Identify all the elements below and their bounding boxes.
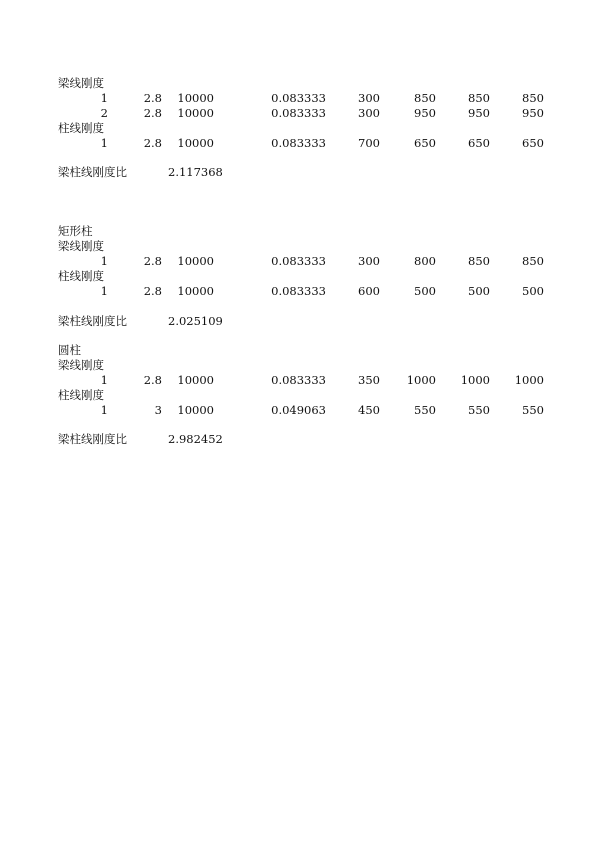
cell: 10000: [177, 106, 214, 120]
section-2-column-heading: [0, 269, 600, 284]
cell: 1000: [514, 373, 544, 387]
cell: 500: [414, 284, 436, 298]
cell: 3: [154, 403, 162, 417]
section-title: 圆柱: [58, 343, 81, 357]
cell: 500: [522, 284, 544, 298]
column-stiffness-label: 柱线刚度: [58, 121, 104, 135]
section-2-title: [0, 224, 600, 239]
stiffness-ratio-label: 梁柱线刚度比: [58, 314, 127, 328]
stiffness-ratio-value: 2.117368: [168, 165, 223, 179]
cell: 550: [522, 403, 544, 417]
cell: 650: [414, 136, 436, 150]
cell: 10000: [177, 91, 214, 105]
cell: 2: [100, 106, 108, 120]
stiffness-ratio-value: 2.025109: [168, 314, 223, 328]
cell: 600: [358, 284, 380, 298]
cell: 1: [100, 373, 108, 387]
stiffness-ratio-value: 2.982452: [168, 432, 223, 446]
cell: 2.8: [143, 254, 162, 268]
cell: 1: [100, 254, 108, 268]
section-1-column-heading: [0, 121, 600, 136]
section-1-beam-heading: [0, 76, 600, 91]
section-title: 矩形柱: [58, 224, 93, 238]
table-row: [0, 91, 600, 106]
cell: 0.083333: [271, 106, 326, 120]
cell: 1: [100, 91, 108, 105]
cell: 1: [100, 403, 108, 417]
cell: 10000: [177, 403, 214, 417]
cell: 950: [522, 106, 544, 120]
cell: 350: [358, 373, 380, 387]
table-row: [0, 403, 600, 418]
cell: 500: [468, 284, 490, 298]
section-3-column-heading: [0, 388, 600, 403]
cell: 10000: [177, 284, 214, 298]
cell: 650: [468, 136, 490, 150]
cell: 0.083333: [271, 91, 326, 105]
cell: 10000: [177, 254, 214, 268]
section-3-beam-heading: [0, 358, 600, 373]
cell: 0.083333: [271, 136, 326, 150]
cell: 850: [468, 91, 490, 105]
cell: 300: [358, 106, 380, 120]
beam-stiffness-label: 梁线刚度: [58, 358, 104, 372]
section-3-title: [0, 343, 600, 358]
cell: 2.8: [143, 284, 162, 298]
cell: 2.8: [143, 136, 162, 150]
cell: 1000: [406, 373, 436, 387]
beam-stiffness-label: 梁线刚度: [58, 76, 104, 90]
cell: 0.049063: [271, 403, 326, 417]
cell: 0.083333: [271, 284, 326, 298]
cell: 700: [358, 136, 380, 150]
cell: 550: [468, 403, 490, 417]
table-row: [0, 284, 600, 299]
cell: 0.083333: [271, 373, 326, 387]
column-stiffness-label: 柱线刚度: [58, 388, 104, 402]
cell: 450: [358, 403, 380, 417]
cell: 850: [468, 254, 490, 268]
cell: 550: [414, 403, 436, 417]
cell: 300: [358, 91, 380, 105]
table-row: [0, 373, 600, 388]
cell: 650: [522, 136, 544, 150]
cell: 950: [468, 106, 490, 120]
cell: 2.8: [143, 373, 162, 387]
cell: 1: [100, 284, 108, 298]
cell: 850: [522, 91, 544, 105]
table-row: [0, 106, 600, 121]
cell: 10000: [177, 136, 214, 150]
beam-stiffness-label: 梁线刚度: [58, 239, 104, 253]
cell: 850: [414, 91, 436, 105]
column-stiffness-label: 柱线刚度: [58, 269, 104, 283]
table-row: [0, 254, 600, 269]
cell: 1: [100, 136, 108, 150]
stiffness-ratio-row: [0, 432, 600, 447]
stiffness-ratio-label: 梁柱线刚度比: [58, 165, 127, 179]
table-row: [0, 136, 600, 151]
cell: 300: [358, 254, 380, 268]
cell: 2.8: [143, 106, 162, 120]
cell: 800: [414, 254, 436, 268]
cell: 2.8: [143, 91, 162, 105]
cell: 10000: [177, 373, 214, 387]
cell: 0.083333: [271, 254, 326, 268]
stiffness-ratio-row: [0, 165, 600, 180]
section-2-beam-heading: [0, 239, 600, 254]
cell: 950: [414, 106, 436, 120]
stiffness-ratio-label: 梁柱线刚度比: [58, 432, 127, 446]
cell: 1000: [460, 373, 490, 387]
stiffness-ratio-row: [0, 314, 600, 329]
cell: 850: [522, 254, 544, 268]
